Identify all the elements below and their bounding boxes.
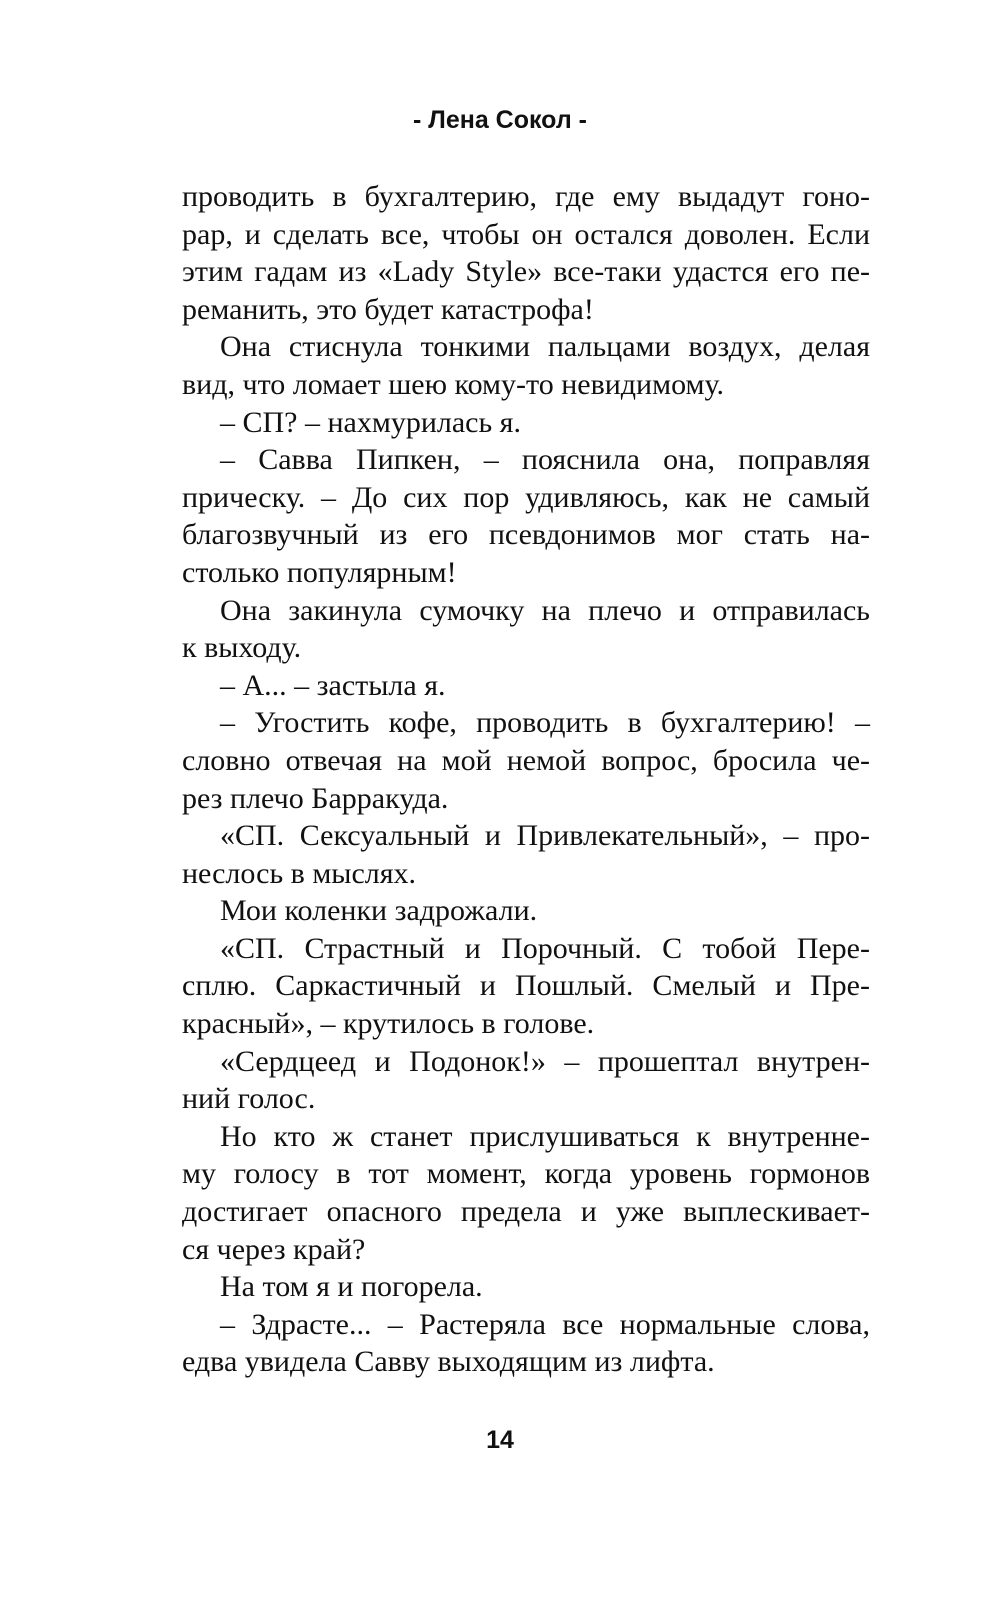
text-line: «СП. Сексуальный и Привлекательный», – про- — [220, 819, 870, 853]
page-number: 14 — [486, 1426, 514, 1454]
running-head: - Лена Сокол - — [413, 106, 587, 134]
body-text — [182, 178, 870, 1381]
text-line: благозвучный из его псевдонимов мог стать на- — [182, 518, 870, 552]
text-line: словно отвечая на мой немой вопрос, бросила че- — [182, 743, 870, 777]
text-line: «СП. Страстный и Порочный. С тобой Пере- — [220, 931, 870, 965]
text-line: вид, что ломает шею кому-то невидимому. — [182, 367, 725, 401]
text-line: достигает опасного предела и уже выплескивает- — [182, 1195, 870, 1229]
text-line: – Угостить кофе, проводить в бухгалтерию! – — [220, 706, 870, 740]
text-line: – Здрасте... – Растеряла все нормальные слова, — [220, 1307, 870, 1341]
text-line: Она закинула сумочку на плечо и отправилась — [220, 593, 870, 627]
text-line: рез плечо Барракуда. — [182, 781, 449, 815]
text-line: реманить, это будет катастрофа! — [182, 292, 594, 326]
text-line: ний голос. — [182, 1082, 316, 1116]
text-line: едва увидела Савву выходящим из лифта. — [182, 1345, 715, 1379]
text-line: красный», – крутилось в голове. — [182, 1007, 595, 1041]
text-line: прическу. – До сих пор удивляюсь, как не самый — [182, 480, 870, 514]
text-line: столько популярным! — [182, 555, 457, 589]
text-line: неслось в мыслях. — [182, 856, 417, 890]
text-line: Мои коленки задрожали. — [220, 894, 538, 928]
text-line: На том я и погорела. — [220, 1270, 483, 1304]
text-line: Она стиснула тонкими пальцами воздух, делая — [220, 330, 870, 364]
text-line: рар, и сделать все, чтобы он остался доволен. Если — [182, 217, 870, 251]
text-line: к выходу. — [182, 631, 302, 665]
text-line: Но кто ж станет прислушиваться к внутренне- — [220, 1119, 870, 1153]
text-line: этим гадам из «Lady Style» все-таки удастся его пе- — [182, 255, 870, 289]
text-line: ся через край? — [182, 1232, 366, 1266]
text-line: сплю. Саркастичный и Пошлый. Смелый и Пре- — [182, 969, 870, 1003]
text-line: проводить в бухгалтерию, где ему выдадут гоно- — [182, 180, 870, 213]
text-line: – Савва Пипкен, – пояснила она, поправляя — [220, 443, 870, 477]
text-line: – А... – застыла я. — [220, 668, 446, 702]
text-line: – СП? – нахмурилась я. — [220, 405, 521, 439]
text-line: «Сердцеед и Подонок!» – прошептал внутрен- — [220, 1044, 870, 1078]
text-line: му голосу в тот момент, когда уровень гормонов — [182, 1157, 870, 1191]
